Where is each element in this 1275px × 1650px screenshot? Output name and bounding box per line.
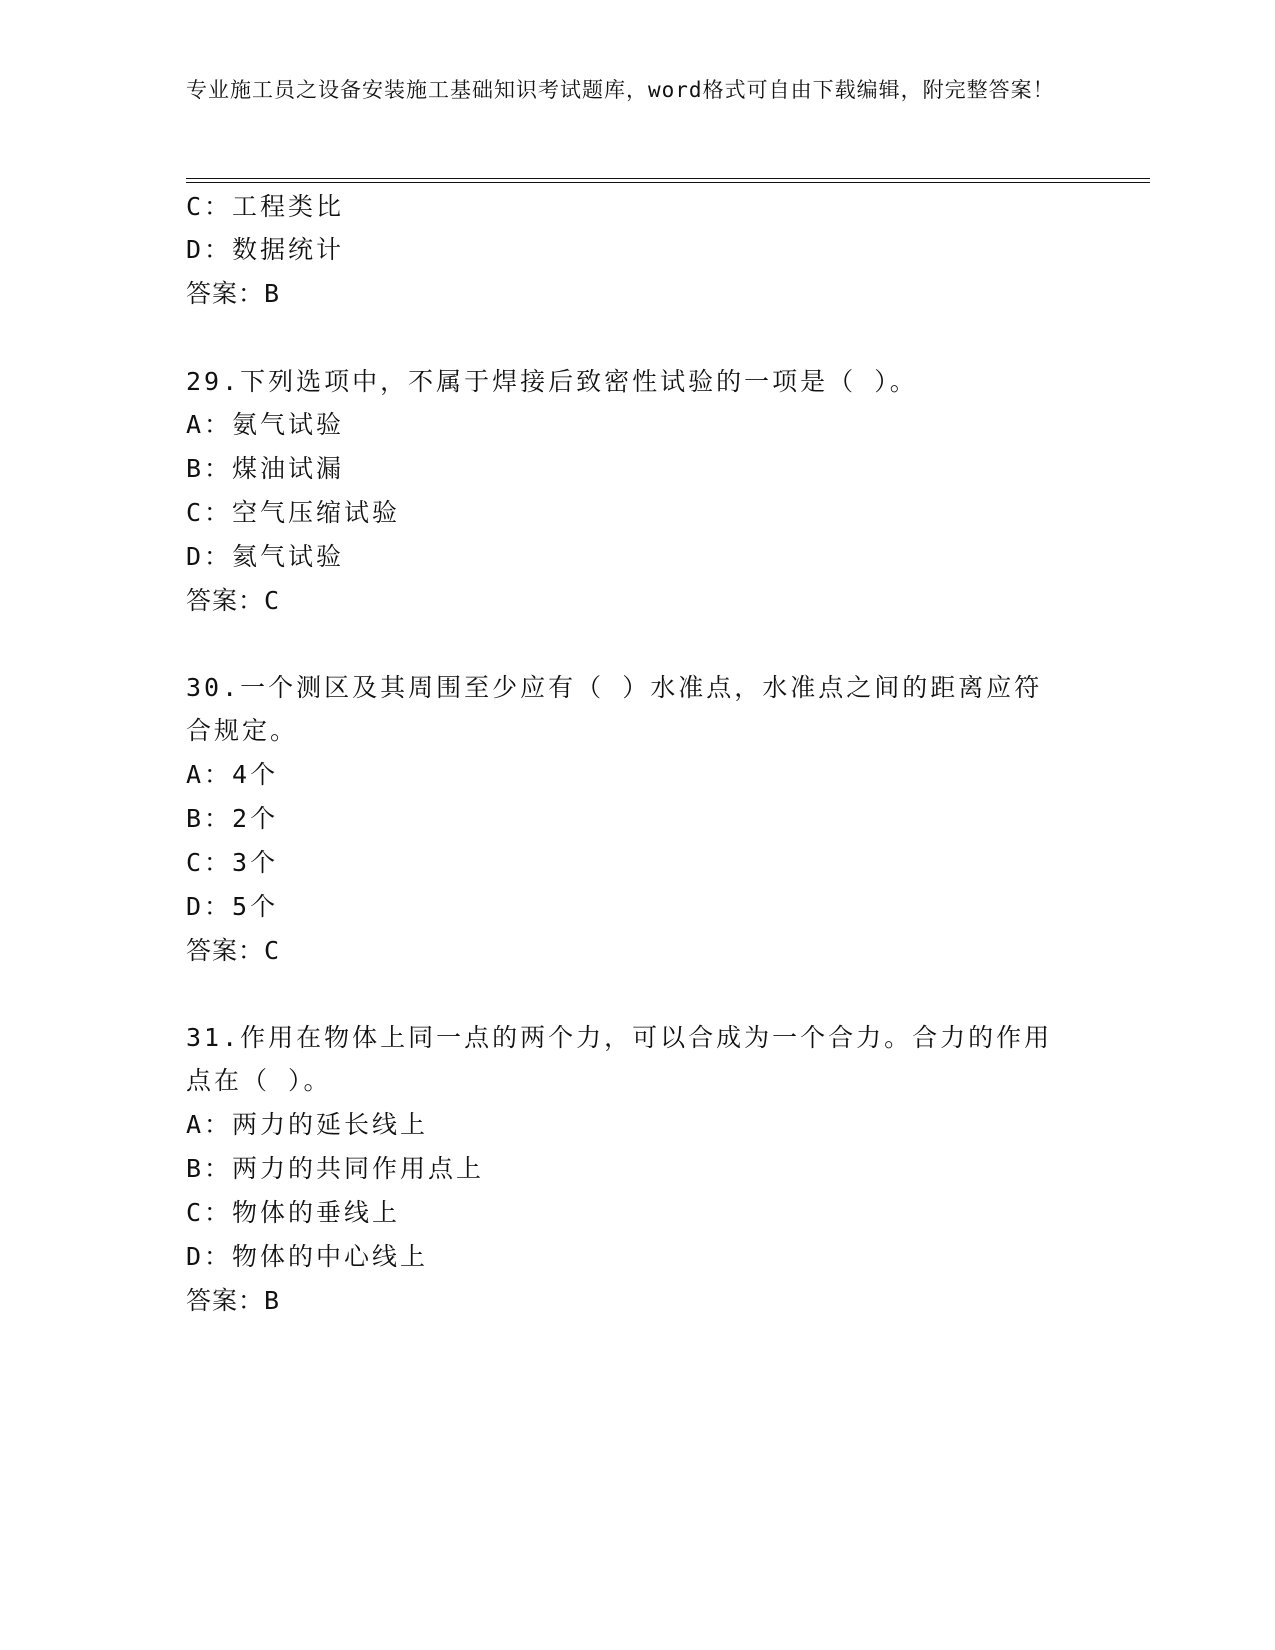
document-header: 专业施工员之设备安装施工基础知识考试题库，word格式可自由下载编辑，附完整答案！ xyxy=(186,78,1055,102)
question-29-option-b: B：煤油试漏 xyxy=(186,454,345,483)
question-31-stem-line-2: 点在（ ）。 xyxy=(186,1066,332,1095)
question-30-option-a: A：4个 xyxy=(186,760,279,789)
question-30-option-b: B：2个 xyxy=(186,804,279,833)
option-c: C：工程类比 xyxy=(186,192,345,221)
question-30-answer: 答案：C xyxy=(186,936,281,965)
question-29-stem: 29.下列选项中，不属于焊接后致密性试验的一项是（ ）。 xyxy=(186,367,918,396)
question-30-stem-line-1: 30.一个测区及其周围至少应有（ ）水准点，水准点之间的距离应符 xyxy=(186,673,1043,702)
question-30-option-c: C：3个 xyxy=(186,848,279,877)
question-30-stem-line-2: 合规定。 xyxy=(186,716,299,745)
question-31-option-b: B：两力的共同作用点上 xyxy=(186,1154,485,1183)
question-31-option-c: C：物体的垂线上 xyxy=(186,1198,401,1227)
question-29-option-c: C：空气压缩试验 xyxy=(186,498,401,527)
option-d: D：数据统计 xyxy=(186,235,345,264)
question-29-answer: 答案：C xyxy=(186,586,281,615)
question-31-option-d: D：物体的中心线上 xyxy=(186,1242,429,1271)
question-30-option-d: D：5个 xyxy=(186,892,279,921)
question-31-option-a: A：两力的延长线上 xyxy=(186,1110,429,1139)
question-29-option-a: A：氨气试验 xyxy=(186,410,345,439)
question-29-option-d: D：氦气试验 xyxy=(186,542,345,571)
header-divider xyxy=(186,178,1150,183)
question-31-answer: 答案：B xyxy=(186,1286,281,1315)
answer: 答案：B xyxy=(186,279,281,308)
question-31-stem-line-1: 31.作用在物体上同一点的两个力，可以合成为一个合力。合力的作用 xyxy=(186,1023,1053,1052)
